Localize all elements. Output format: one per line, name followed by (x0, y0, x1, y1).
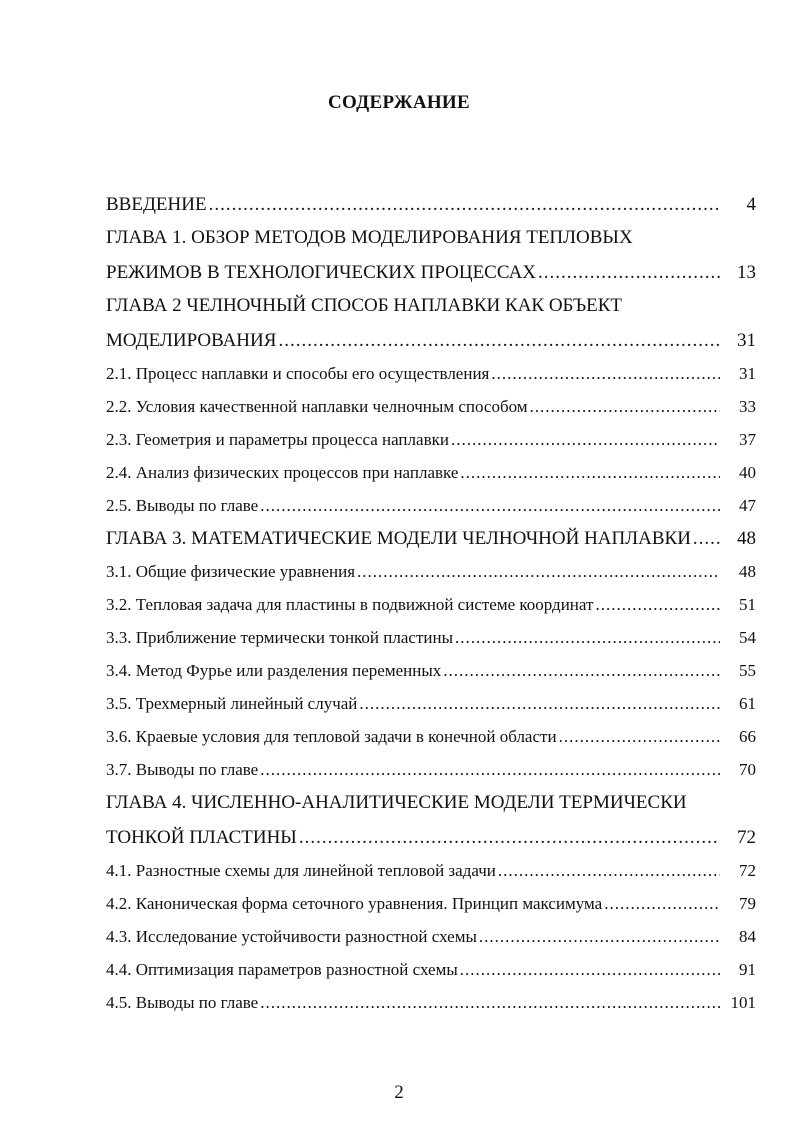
dot-leader (260, 491, 720, 521)
toc-entry-section-4-2[interactable] (106, 889, 756, 922)
toc-entry-label: 3.2. Тепловая задача для пластины в подвижной системе координат (106, 595, 594, 614)
toc-entry-section-2-4[interactable] (106, 458, 756, 491)
toc-entry-section-4-1[interactable] (106, 856, 756, 889)
toc-entry-label: 4.5. Выводы по главе (106, 993, 259, 1012)
toc-entry-introduction[interactable] (106, 190, 756, 223)
dot-leader (595, 590, 720, 620)
toc-entry-page: 66 (739, 727, 756, 746)
toc-entry-label: 2.1. Процесс наплавки и способы его осуществления (106, 364, 490, 383)
toc-entry-label: ГЛАВА 2 ЧЕЛНОЧНЫЙ СПОСОБ НАПЛАВКИ КАК ОБЪЕКТ (106, 295, 623, 316)
toc-entry-page: 72 (737, 827, 756, 848)
dot-leader (538, 258, 720, 288)
toc-entry-page: 72 (739, 861, 756, 880)
dot-leader (559, 722, 720, 752)
toc-entry-page: 47 (739, 496, 756, 515)
dot-leader (530, 392, 720, 422)
toc-entry-page: 13 (737, 262, 756, 283)
toc-entry-page: 31 (737, 330, 756, 351)
toc-entry-page: 84 (739, 927, 756, 946)
toc-entry-section-3-3[interactable] (106, 623, 756, 656)
toc-entry-label: ВВЕДЕНИЕ (106, 194, 207, 215)
toc-entry-label: 4.3. Исследование устойчивости разностной схемы (106, 927, 477, 946)
toc-entry-page: 40 (739, 463, 756, 482)
dot-leader (451, 425, 720, 455)
dot-leader (479, 922, 720, 952)
dot-leader (260, 755, 720, 785)
dot-leader (260, 988, 720, 1018)
toc-entry-page: 61 (739, 694, 756, 713)
toc-entry-page: 79 (739, 894, 756, 913)
toc-entry-page: 37 (739, 430, 756, 449)
toc-entry-section-3-1[interactable] (106, 557, 756, 590)
toc-entry-label: 3.5. Трехмерный линейный случай (106, 694, 358, 713)
toc-entry-section-2-1[interactable] (106, 359, 756, 392)
toc-entry-label: 4.4. Оптимизация параметров разностной схемы (106, 960, 458, 979)
table-of-contents (106, 190, 756, 1021)
toc-entry-page: 48 (737, 528, 756, 549)
toc-entry-section-4-4[interactable] (106, 955, 756, 988)
toc-entry-page: 48 (739, 562, 756, 581)
toc-entry-label: 3.3. Приближение термически тонкой пластины (106, 628, 453, 647)
toc-entry-page: 55 (739, 661, 756, 680)
toc-entry-label: 3.1. Общие физические уравнения (106, 562, 356, 581)
toc-entry-label: 2.5. Выводы по главе (106, 496, 259, 515)
dot-leader (693, 524, 720, 554)
toc-entry-label: 2.3. Геометрия и параметры процесса наплавки (106, 430, 449, 449)
dot-leader (278, 326, 720, 356)
toc-entry-section-2-2[interactable] (106, 392, 756, 425)
toc-entry-label: ГЛАВА 4. ЧИСЛЕННО-АНАЛИТИЧЕСКИЕ МОДЕЛИ ТЕРМИЧЕСКИ (106, 792, 687, 813)
toc-entry-chapter-2-line1[interactable] (106, 291, 756, 326)
toc-entry-label: 4.2. Каноническая форма сеточного уравнения. Принцип максимума (106, 894, 603, 913)
toc-entry-chapter-4-line1[interactable] (106, 788, 756, 823)
toc-entry-page: 91 (739, 960, 756, 979)
dot-leader (604, 889, 720, 919)
toc-entry-section-3-6[interactable] (106, 722, 756, 755)
dot-leader (299, 823, 720, 853)
toc-entry-label: 2.2. Условия качественной наплавки челночным способом (106, 397, 528, 416)
toc-entry-page: 70 (739, 760, 756, 779)
dot-leader (455, 623, 720, 653)
dot-leader (460, 955, 720, 985)
toc-entry-label: ГЛАВА 3. МАТЕМАТИЧЕСКИЕ МОДЕЛИ ЧЕЛНОЧНОЙ НАПЛАВКИ (106, 528, 691, 549)
toc-entry-section-4-3[interactable] (106, 922, 756, 955)
toc-entry-page: 54 (739, 628, 756, 647)
toc-entry-page: 4 (746, 194, 756, 215)
toc-entry-label: 2.4. Анализ физических процессов при наплавке (106, 463, 459, 482)
toc-entry-label: 4.1. Разностные схемы для линейной тепловой задачи (106, 861, 496, 880)
dot-leader (498, 856, 720, 886)
dot-leader (491, 359, 720, 389)
toc-entry-page: 33 (739, 397, 756, 416)
toc-entry-label: 3.6. Краевые условия для тепловой задачи в конечной области (106, 727, 557, 746)
toc-entry-section-3-2[interactable] (106, 590, 756, 623)
toc-entry-page: 51 (739, 595, 756, 614)
toc-entry-chapter-2-line2[interactable] (106, 326, 756, 359)
toc-entry-label: РЕЖИМОВ В ТЕХНОЛОГИЧЕСКИХ ПРОЦЕССАХ (106, 262, 537, 283)
toc-entry-section-2-5[interactable] (106, 491, 756, 524)
page-number: 2 (394, 1082, 404, 1103)
dot-leader (460, 458, 720, 488)
toc-entry-section-3-5[interactable] (106, 689, 756, 722)
page-title: СОДЕРЖАНИЕ (328, 92, 470, 113)
dot-leader (443, 656, 720, 686)
toc-entry-section-4-5[interactable] (106, 988, 756, 1021)
toc-entry-page: 31 (739, 364, 756, 383)
toc-entry-label: ТОНКОЙ ПЛАСТИНЫ (106, 827, 297, 848)
toc-entry-chapter-4-line2[interactable] (106, 823, 756, 856)
toc-entry-section-2-3[interactable] (106, 425, 756, 458)
toc-entry-label: 3.7. Выводы по главе (106, 760, 259, 779)
dot-leader (209, 190, 720, 220)
toc-entry-label: МОДЕЛИРОВАНИЯ (106, 330, 277, 351)
toc-entry-section-3-4[interactable] (106, 656, 756, 689)
toc-entry-chapter-1-line2[interactable] (106, 258, 756, 291)
toc-entry-chapter-3[interactable] (106, 524, 756, 557)
toc-entry-chapter-1-line1[interactable] (106, 223, 756, 258)
toc-entry-label: ГЛАВА 1. ОБЗОР МЕТОДОВ МОДЕЛИРОВАНИЯ ТЕПЛОВЫХ (106, 227, 633, 248)
toc-entry-page: 101 (730, 993, 756, 1012)
toc-entry-label: 3.4. Метод Фурье или разделения переменных (106, 661, 442, 680)
dot-leader (359, 689, 720, 719)
dot-leader (357, 557, 720, 587)
toc-entry-section-3-7[interactable] (106, 755, 756, 788)
